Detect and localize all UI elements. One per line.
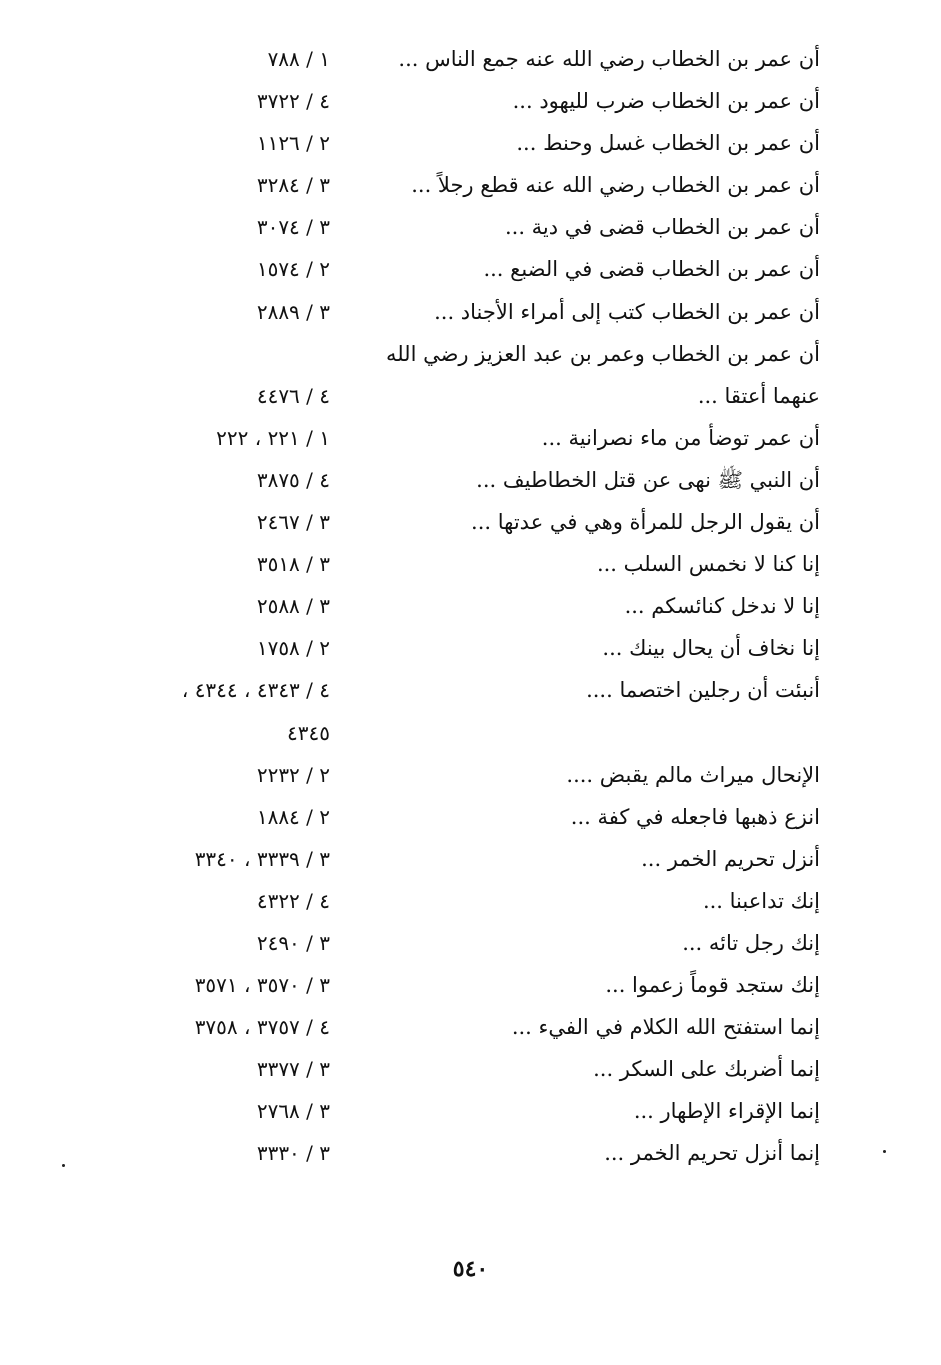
entry-text: أن عمر بن الخطاب قضى في دية ...	[504, 215, 820, 240]
scan-speck	[62, 1164, 65, 1167]
index-entry	[90, 417, 820, 459]
entry-reference: ٢ / ١٧٥٨	[256, 636, 330, 661]
entry-text: أن عمر بن الخطاب رضي الله عنه جمع الناس ...	[398, 47, 820, 71]
index-entry	[90, 38, 820, 80]
index-entry	[90, 164, 820, 206]
index-entry	[90, 627, 820, 669]
entry-reference: ٣ / ٣٥٧٠ ، ٣٥٧١	[194, 973, 330, 998]
index-entry	[90, 880, 820, 922]
entry-reference: ٣ / ٣٥١٨	[256, 552, 330, 577]
index-entry	[90, 543, 820, 585]
entry-reference: ٣ / ٣٢٨٤	[256, 173, 330, 198]
entry-reference: ١ / ٢٢١ ، ٢٢٢	[216, 425, 330, 450]
entry-text: أن يقول الرجل للمرأة وهي في عدتها ...	[471, 510, 820, 535]
entry-reference: ٣ / ٢٨٨٩	[256, 299, 330, 324]
entry-text: إنما أنزل تحريم الخمر ...	[604, 1141, 820, 1166]
entry-reference: ٣ / ٣٣٣٩ ، ٣٣٤٠	[194, 846, 330, 871]
index-entry	[90, 459, 820, 501]
entry-text: أن النبي ﷺ نهى عن قتل الخطاطيف ...	[476, 467, 820, 492]
index-entry	[90, 796, 820, 838]
entry-text: أن عمر بن الخطاب وعمر بن عبد العزيز رضي الله	[385, 341, 820, 366]
entry-text: إنا كنا لا نخمس السلب ...	[596, 552, 820, 577]
entry-text: أنبئت أن رجلين اختصما ....	[586, 678, 820, 703]
entry-reference: ٣ / ٢٤٩٠	[256, 930, 330, 955]
entry-text: أن عمر بن الخطاب قضى في الضبع ...	[483, 257, 820, 282]
entry-text: أن عمر بن الخطاب كتب إلى أمراء الأجناد ...	[434, 299, 820, 324]
index-entry	[90, 248, 820, 290]
index-entry	[90, 1090, 820, 1132]
entry-text: أن عمر توضأ من ماء نصرانية ...	[541, 425, 820, 450]
entry-text: عنهما أعتقا ...	[697, 383, 820, 408]
entry-text: أنزل تحريم الخمر ...	[641, 846, 820, 871]
index-entry	[90, 669, 820, 711]
entry-text: إنا لا ندخل كنائسكم ...	[624, 594, 820, 619]
entry-reference: ٣ / ٢٧٦٨	[256, 1099, 330, 1124]
entry-reference: ٣ / ٢٥٨٨	[256, 594, 330, 619]
entry-reference: ٢ / ١٨٨٤	[256, 804, 330, 829]
index-entry	[90, 80, 820, 122]
index-entry	[90, 122, 820, 164]
entry-text: إنا نخاف أن يحال بينك ...	[602, 636, 820, 661]
index-entry-continuation	[90, 712, 820, 754]
entry-text: إنما أضربك على السكر ...	[593, 1057, 820, 1082]
entry-text: أن عمر بن الخطاب رضي الله عنه قطع رجلاً ...	[411, 173, 820, 198]
entry-text: إنك ستجد قوماً زعموا ...	[605, 973, 820, 998]
entry-reference: ٤ / ٣٧٥٧ ، ٣٧٥٨	[194, 1015, 330, 1040]
index-entry	[90, 1048, 820, 1090]
entry-reference: ٤٣٤٥	[287, 720, 330, 745]
entry-reference: ٢ / ١١٢٦	[256, 131, 330, 156]
entry-text: إنك تداعبنا ...	[702, 888, 820, 913]
entry-reference: ٣ / ٢٤٦٧	[256, 510, 330, 535]
entry-reference: ٢ / ١٥٧٤	[256, 257, 330, 282]
entry-reference: ٤ / ٣٧٢٢	[256, 89, 330, 114]
page-number: ٥٤٠	[452, 1256, 489, 1282]
entry-reference: ٣ / ٣٣٣٠	[256, 1141, 330, 1166]
entry-reference: ٤ / ٤٤٧٦	[256, 383, 330, 408]
entry-text: الإنحال ميراث مالم يقبض ....	[566, 762, 820, 787]
index-entry	[90, 754, 820, 796]
index-entry	[90, 375, 820, 417]
entry-text: أن عمر بن الخطاب غسل وحنط ...	[516, 131, 820, 156]
index-entry	[90, 501, 820, 543]
scan-speck	[883, 1150, 886, 1153]
index-entry	[90, 1132, 820, 1174]
entry-reference: ٣ / ٣٠٧٤	[256, 215, 330, 240]
entry-text: أن عمر بن الخطاب ضرب لليهود ...	[512, 89, 820, 114]
hadith-index-list	[90, 38, 820, 1175]
entry-text: إنما استفتح الله الكلام في الفيء ...	[511, 1015, 820, 1040]
entry-reference: ٤ / ٣٨٧٥	[256, 467, 330, 492]
entry-text: إنك رجل تائه ...	[682, 930, 820, 955]
entry-text: انزع ذهبها فاجعله في كفة ...	[570, 804, 820, 829]
index-entry	[90, 1006, 820, 1048]
index-entry	[90, 585, 820, 627]
index-entry	[90, 838, 820, 880]
entry-reference: ٤ / ٤٣٤٣ ، ٤٣٤٤ ،	[181, 678, 330, 703]
entry-reference: ٢ / ٢٢٣٢	[256, 762, 330, 787]
index-entry	[90, 291, 820, 333]
entry-text: إنما الإقراء الإطهار ...	[633, 1099, 820, 1124]
index-entry	[90, 964, 820, 1006]
index-entry	[90, 922, 820, 964]
index-entry	[90, 333, 820, 375]
entry-reference: ٤ / ٤٣٢٢	[256, 888, 330, 913]
entry-reference: ١ / ٧٨٨	[267, 47, 330, 71]
entry-reference: ٣ / ٣٣٧٧	[256, 1057, 330, 1082]
index-entry	[90, 206, 820, 248]
